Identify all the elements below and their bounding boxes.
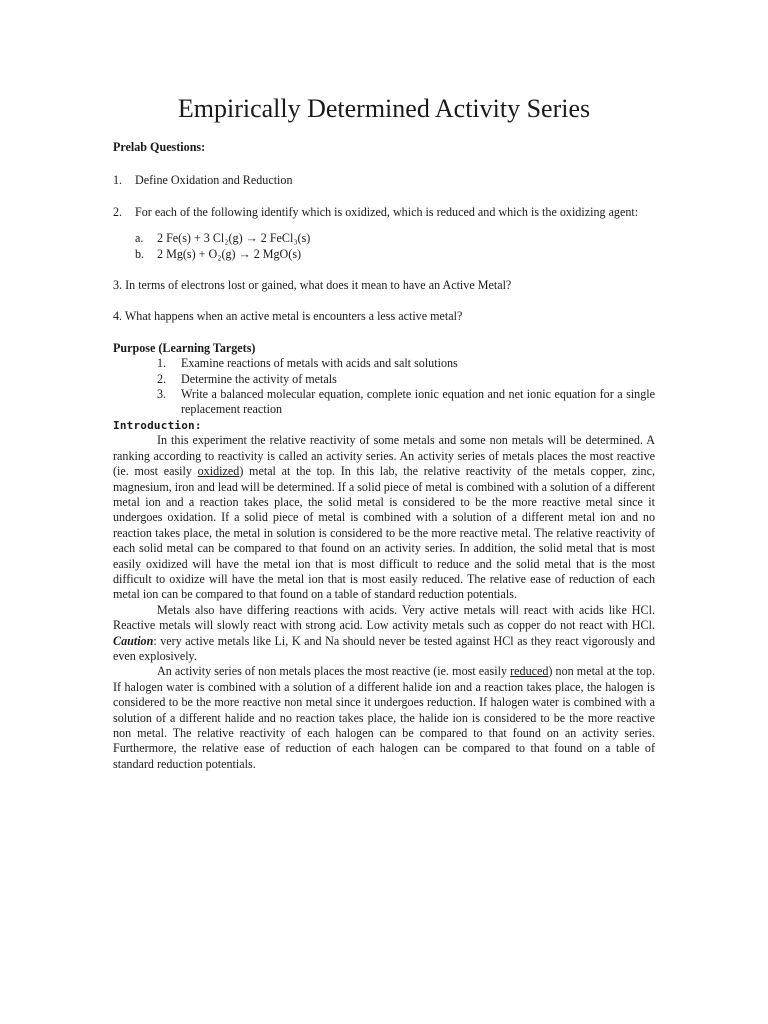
equation-a [135,231,655,246]
list-number: 2. [157,371,167,386]
text-run: : very active metals like Li, K and Na should never be tested against HCl as they react vigorously and even explosively. [113,633,655,663]
text-run: In this experiment the relative reactivity of some metals and some non metals will be determined. A ranking according to reactivity is called an activity series. An activity series of metals places the most reactive (ie. most easily [113,433,655,479]
list-text: Determine the activity of metals [181,371,337,386]
prelab-question-4: 4. What happens when an active metal is encounters a less active metal? [113,309,463,324]
equation-text: 2 Mg(s) + O₂(g) → 2 MgO(s) [157,246,302,261]
prelab-question-1 [113,173,655,188]
learning-targets-list [157,356,655,418]
equation-b [135,247,655,262]
equation-label: a. [135,231,144,246]
intro-paragraph-3 [113,664,655,772]
list-number: 3. [157,387,167,402]
equation-text: 2 Fe(s) + 3 Cl₂(g) → 2 FeCl₃(s) [157,231,311,246]
list-text: Examine reactions of metals with acids and salt solutions [181,356,458,371]
prelab-question-3: 3. In terms of electrons lost or gained, what does it mean to have an Active Metal? [113,278,512,293]
list-item [157,356,655,371]
prelab-heading: Prelab Questions: [113,140,206,154]
prelab-question-2 [113,205,655,220]
intro-paragraph-2 [113,603,655,665]
question-number: 1. [113,173,123,188]
purpose-heading: Purpose (Learning Targets) [113,340,256,355]
question-text: For each of the following identify which is oxidized, which is reduced and which is the oxidizing agent: [135,204,639,219]
text-run: An activity series of non metals places the most reactive (ie. most easily [157,664,511,679]
text-run: ) non metal at the top. If halogen water is combined with a solution of a different halide ion and a reaction takes place, the halogen is considered to be the more reactive non metal since it undergoes reduction. If halogen water is combined with a solution of a different halide and no reaction takes place, the halide ion is considered to be the more reactive non metal. The relative reactivity of each halogen can be compared to that found on an activity series. Furthermore, the relative ease of reduction of each halogen can be compared to that found on a table of standard reduction potentials. [113,664,655,771]
text-run: Metals also have differing reactions with acids. Very active metals will react with acids like HCl. Reactive metals will slowly react with strong acid. Low activity metals such as copper do not react with HCl. [113,602,655,633]
caution-label: Caution [113,633,154,648]
question-number: 2. [113,204,123,219]
equation-label: b. [135,246,145,261]
intro-paragraph-1 [113,433,655,602]
underlined-term: oxidized [197,464,240,479]
document-title: Empirically Determined Activity Series [177,94,591,123]
list-number: 1. [157,356,167,371]
introduction-heading: Introduction: [113,418,202,432]
list-text: Write a balanced molecular equation, complete ionic equation and net ionic equation for a single replacement reaction [181,387,655,417]
text-run: ) metal at the top. In this lab, the relative reactivity of the metals copper, zinc, magnesium, iron and lead will be determined. If a solid piece of metal is combined with a solution of a different metal ion and a reaction takes place, the solid metal is considered to be the more reactive metal since it undergoes oxidation. If a solid piece of metal is combined with a solution of a different metal ion and no reaction takes place, the metal in solution is considered to be the more reactive metal. The relative reactivity of each solid metal can be compared to that found on an activity series. In addition, the solid metal that is most easily oxidized will have the metal ion that is most difficult to reduce and the solid metal that is the most difficult to oxidize will have the metal ion that is most easily reduced. The relative ease of reduction of each metal ion can be compared to that found on a table of standard reduction potentials. [113,464,655,602]
list-item [157,372,655,387]
list-item [157,387,655,418]
document-body [113,140,655,772]
question-text: Define Oxidation and Reduction [135,173,293,188]
underlined-term: reduced [510,664,549,679]
